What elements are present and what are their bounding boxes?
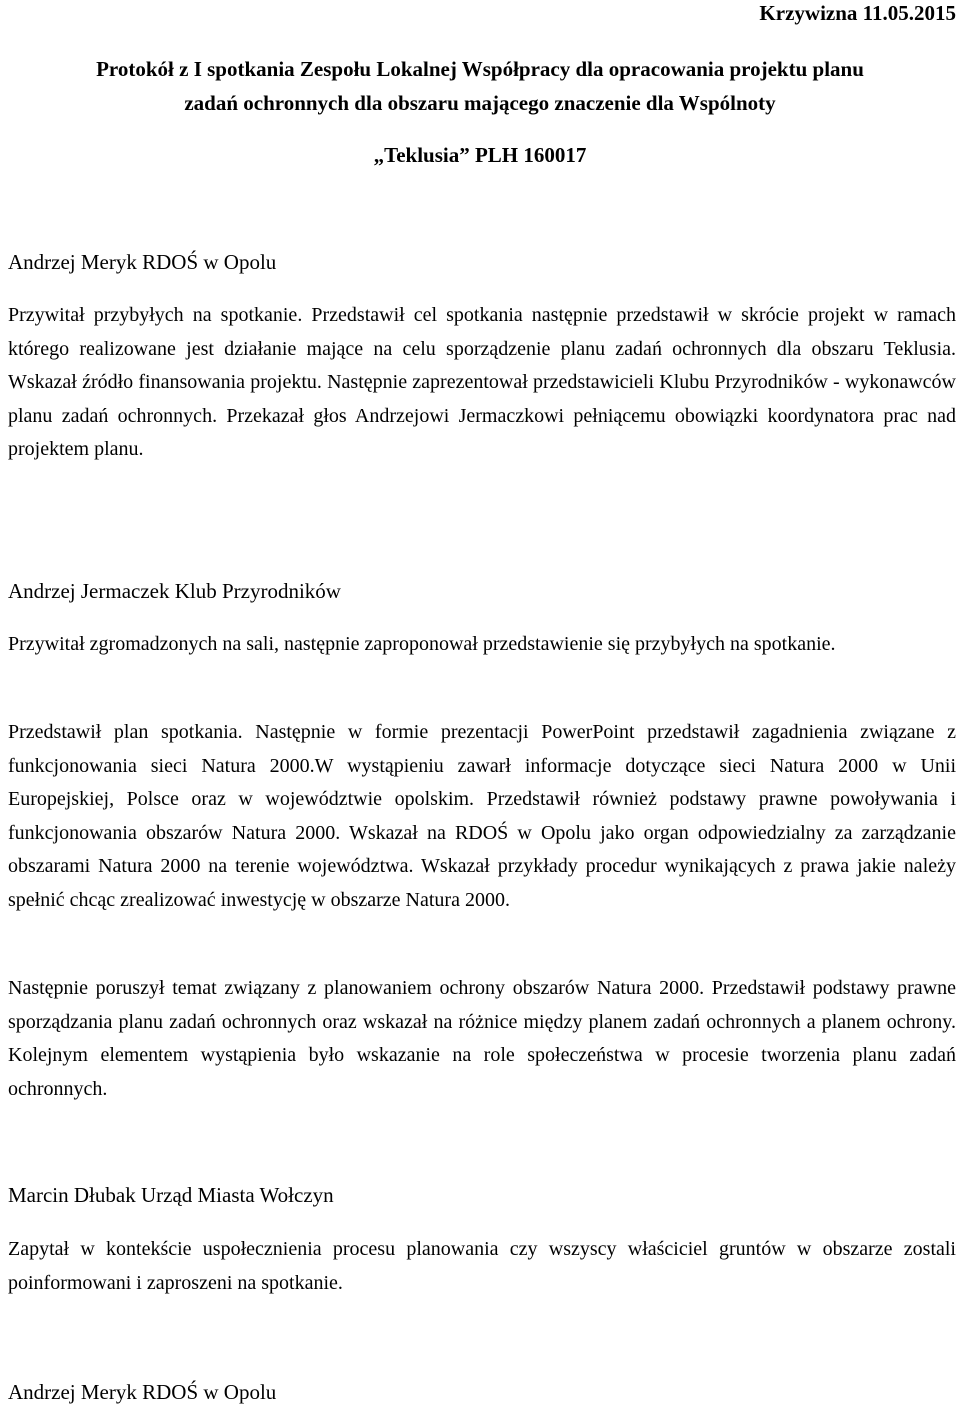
- speaker-heading: Andrzej Meryk RDOŚ w Opolu: [8, 250, 277, 274]
- document-date: Krzywizna 11.05.2015: [759, 1, 956, 25]
- document-title-line-3: „Teklusia” PLH 160017: [373, 143, 587, 167]
- document-title-line-2: zadań ochronnych dla obszaru mającego znaczenie dla Wspólnoty: [184, 91, 776, 115]
- paragraph: Przywitał zgromadzonych na sali, następnie zaproponował przedstawienie się przybyłych na spotkanie.: [8, 633, 836, 655]
- speaker-heading: Marcin Dłubak Urząd Miasta Wołczyn: [8, 1183, 334, 1207]
- speaker-heading: Andrzej Jermaczek Klub Przyrodników: [8, 579, 341, 603]
- paragraph: Przedstawił plan spotkania. Następnie w formie prezentacji PowerPoint przedstawił zagadnienia związane z funkcjonowania sieci Natura 2000.W wystąpieniu zawarł informacje dotyczące sieci Natura 2000 w Unii Europejskiej, Polsce oraz w województwie opolskim. Przedstawił również podstawy prawne powoływania i funkcjonowania obszarów Natura 2000. Wskazał na RDOŚ w Opolu jako organ odpowiedzialny za zarządzanie obszarami Natura 2000 na terenie województwa. Wskazał przykłady procedur wynikających z prawa jakie należy spełnić chcąc zrealizować inwestycję w obszarze Natura 2000.: [8, 721, 956, 911]
- document-title-line-1: Protokół z I spotkania Zespołu Lokalnej Współpracy dla opracowania projektu planu: [96, 57, 864, 81]
- paragraph: Następnie poruszył temat związany z planowaniem ochrony obszarów Natura 2000. Przedstawił podstawy prawne sporządzania planu zadań ochronnych oraz wskazał na różnice między planem zadań ochronnych a planem ochrony. Kolejnym elementem wystąpienia było wskazanie na role społeczeństwa w procesie tworzenia planu zadań ochronnych.: [8, 977, 956, 1100]
- speaker-heading: Andrzej Meryk RDOŚ w Opolu: [8, 1380, 277, 1404]
- paragraph: Zapytał w kontekście uspołecznienia procesu planowania czy wszyscy właściciel gruntów w obszarze zostali poinformowani i zaproszeni na spotkanie.: [8, 1238, 956, 1294]
- paragraph: Przywitał przybyłych na spotkanie. Przedstawił cel spotkania następnie przedstawił w skrócie projekt w ramach którego realizowane jest działanie mające na celu sporządzenie planu zadań ochronnych dla obszaru Teklusia. Wskazał źródło finansowania projektu. Następnie zaprezentował przedstawicieli Klubu Przyrodników - wykonawców planu zadań ochronnych. Przekazał głos Andrzejowi Jermaczkowi pełniącemu obowiązki koordynatora prac nad projektem planu.: [8, 304, 956, 460]
